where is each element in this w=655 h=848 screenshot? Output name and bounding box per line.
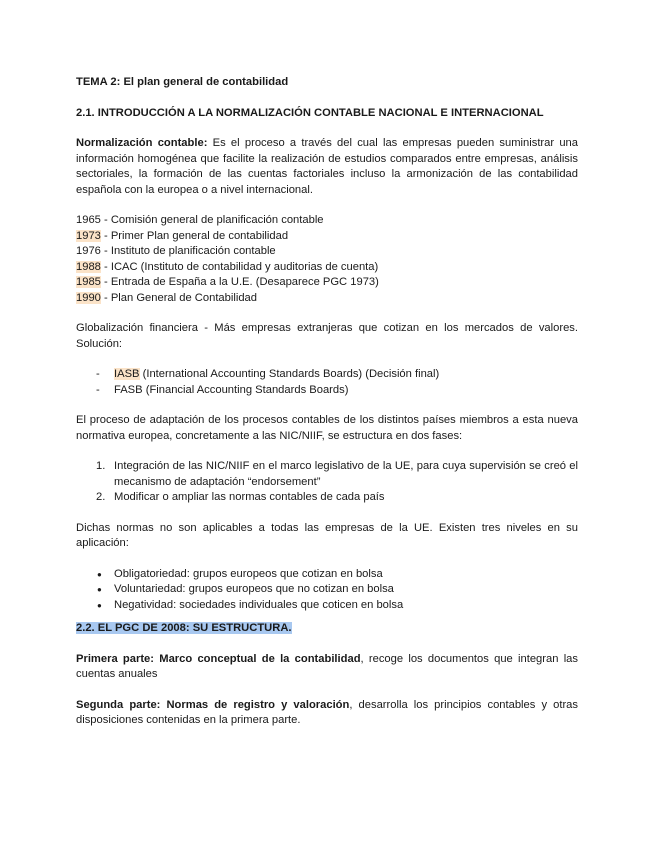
list-item xyxy=(76,598,578,614)
list-item xyxy=(76,567,578,583)
timeline-item xyxy=(76,229,578,245)
timeline-year: 1976 xyxy=(76,245,101,257)
niveles-list xyxy=(76,567,578,614)
list-item xyxy=(76,582,578,598)
timeline-text: - Instituto de planificación contable xyxy=(100,245,276,257)
section-heading-introduccion: 2.1. INTRODUCCIÓN A LA NORMALIZACIÓN CONTABLE NACIONAL E INTERNACIONAL xyxy=(76,106,544,119)
adaptacion-paragraph: El proceso de adaptación de los procesos contables de los distintos países miembros a esta nueva normativa europea, concretamente a las NIC/NIIF, se estructura en dos fases: xyxy=(76,414,578,442)
section-heading-text: 2.2. EL PGC DE 2008: SU ESTRUCTURA. xyxy=(76,622,292,634)
list-item xyxy=(76,490,578,506)
section-heading-pgc-2008 xyxy=(76,621,578,637)
timeline-item xyxy=(76,244,578,260)
part-text: , desarrolla los principios contables y otras disposiciones contenidas en la primera parte. xyxy=(76,698,578,726)
normalizacion-text: Es el proceso a través del cual las empresas pueden suministrar una información homogénea que facilite la realización de estudios comparados entre empresas, análisis sectoriales, la formación de las cuentas factoriales incluso la armonización de las contabilidad española con la europea o a nivel internacional. xyxy=(76,137,578,196)
phase-number: 2. xyxy=(96,491,106,503)
timeline-year: 1985 xyxy=(76,276,101,288)
timeline-text: - Plan General de Contabilidad xyxy=(100,291,257,304)
timeline-text: - Entrada de España a la U.E. (Desaparece PGC 1973) xyxy=(100,276,379,288)
document-page xyxy=(76,75,578,729)
timeline-year: 1990 xyxy=(76,291,101,304)
dash-marker: - xyxy=(96,368,100,380)
primera-parte-paragraph xyxy=(76,652,578,683)
normalizacion-term: Normalización contable: xyxy=(76,137,208,149)
solution-text: (International Accounting Standards Boards) (Decisión final) xyxy=(139,368,440,380)
timeline-year: 1988 xyxy=(76,260,101,273)
bullet-icon: ● xyxy=(97,585,102,594)
timeline-text: - Primer Plan general de contabilidad xyxy=(100,229,289,242)
part-text: , recoge los documentos que integran las cuentas anuales xyxy=(76,652,578,680)
part-label: Primera parte: Marco conceptual de la contabilidad xyxy=(76,652,361,665)
solution-abbr: IASB xyxy=(114,368,140,380)
dash-marker: - xyxy=(96,383,100,396)
timeline-list xyxy=(76,213,578,306)
timeline-text: - Comisión general de planificación contable xyxy=(100,214,324,226)
phases-list xyxy=(76,459,578,506)
bullet-icon: ● xyxy=(97,600,102,610)
nivel-text: Obligatoriedad: grupos europeos que cotizan en bolsa xyxy=(114,567,383,580)
phase-number: 1. xyxy=(96,460,106,472)
part-label: Segunda parte: Normas de registro y valoración xyxy=(76,698,350,711)
timeline-item xyxy=(76,260,578,276)
phase-text: Modificar o ampliar las normas contables de cada país xyxy=(114,491,385,503)
timeline-item xyxy=(76,275,578,291)
solutions-list xyxy=(76,367,578,398)
niveles-intro-paragraph: Dichas normas no son aplicables a todas las empresas de la UE. Existen tres niveles en su aplicación: xyxy=(76,521,578,549)
phase-text: Integración de las NIC/NIIF en el marco legislativo de la UE, para cuya supervisión se creó el mecanismo de adaptación “endorsement” xyxy=(114,460,578,488)
timeline-year: 1973 xyxy=(76,229,101,242)
timeline-item xyxy=(76,291,578,307)
timeline-item xyxy=(76,213,578,229)
timeline-text: - ICAC (Instituto de contabilidad y auditorias de cuenta) xyxy=(100,260,379,273)
bullet-icon: ● xyxy=(97,569,102,579)
list-item xyxy=(76,459,578,490)
list-item xyxy=(76,367,578,383)
timeline-year: 1965 xyxy=(76,214,101,226)
solution-abbr: FASB xyxy=(114,383,143,396)
normalizacion-paragraph xyxy=(76,136,578,198)
solution-text: (Financial Accounting Standards Boards) xyxy=(142,383,349,396)
nivel-text: Negatividad: sociedades individuales que coticen en bolsa xyxy=(114,598,404,611)
globalizacion-paragraph: Globalización financiera - Más empresas extranjeras que cotizan en los mercados de valores. Solución: xyxy=(76,322,578,350)
segunda-parte-paragraph xyxy=(76,698,578,729)
nivel-text: Voluntariedad: grupos europeos que no cotizan en bolsa xyxy=(114,583,394,595)
list-item xyxy=(76,383,578,399)
page-title: TEMA 2: El plan general de contabilidad xyxy=(76,76,289,88)
